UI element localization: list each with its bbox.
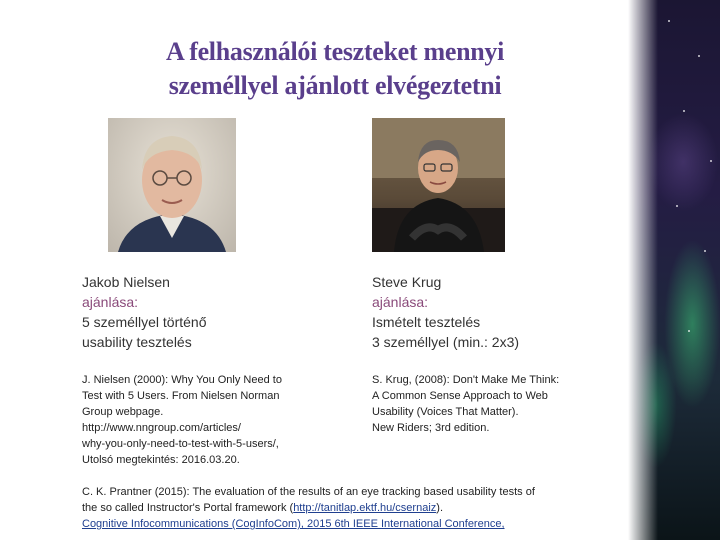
- star: [668, 20, 670, 22]
- reference-line: why-you-only-need-to-test-with-5-users/,: [82, 438, 279, 450]
- reference-line: http://www.nngroup.com/articles/: [82, 422, 241, 434]
- nielsen-reference: [82, 372, 352, 468]
- title-line-2: személlyel ajánlott elvégeztetni: [168, 71, 502, 100]
- krug-portrait-drawing: [372, 118, 505, 252]
- aurora-background-image: [628, 0, 720, 540]
- reference-line: New Riders; 3rd edition.: [372, 422, 490, 434]
- krug-recommendation-line-2: 3 személlyel (min.: 2x3): [372, 334, 520, 350]
- title-line-1: A felhasználói teszteket mennyi: [165, 37, 505, 66]
- aurora-fade: [628, 0, 658, 540]
- nielsen-recommendation-label: ajánlása:: [82, 294, 139, 310]
- bottom-reference-prefix: the so called Instructor's Portal framework (: [82, 502, 294, 514]
- krug-name: Steve Krug: [372, 274, 442, 290]
- krug-recommendation-line-1: Ismételt tesztelés: [372, 314, 481, 330]
- bottom-reference-suffix: ).: [436, 502, 444, 514]
- bottom-reference-line-1: C. K. Prantner (2015): The evaluation of the results of an eye tracking based usability tests of: [82, 486, 535, 498]
- reference-line: S. Krug, (2008): Don't Make Me Think:: [372, 374, 560, 386]
- reference-line: Usability (Voices That Matter).: [372, 406, 519, 418]
- jakob-nielsen-photo: [108, 118, 236, 252]
- bottom-reference: [82, 484, 622, 532]
- coginfocom-conference-link[interactable]: Cognitive Infocommunications (CogInfoCom), 2015 6th IEEE International Conference,: [82, 518, 505, 530]
- star: [688, 330, 690, 332]
- krug-caption: [372, 272, 612, 352]
- star: [704, 250, 706, 252]
- star: [676, 205, 678, 207]
- tanitlap-link[interactable]: http://tanitlap.ektf.hu/csernaiz: [293, 502, 437, 514]
- star: [698, 55, 700, 57]
- reference-line: Utolsó megtekintés: 2016.03.20.: [82, 454, 240, 466]
- krug-reference: [372, 372, 612, 436]
- star: [683, 110, 685, 112]
- nielsen-recommendation-line-2: usability tesztelés: [82, 334, 192, 350]
- reference-line: Test with 5 Users. From Nielsen Norman: [82, 390, 280, 402]
- nielsen-recommendation-line-1: 5 személlyel történő: [82, 314, 207, 330]
- reference-line: A Common Sense Approach to Web: [372, 390, 548, 402]
- nielsen-portrait-drawing: [108, 118, 236, 252]
- slide-title: [60, 35, 610, 103]
- reference-line: J. Nielsen (2000): Why You Only Need to: [82, 374, 282, 386]
- reference-line: Group webpage.: [82, 406, 164, 418]
- star: [710, 160, 712, 162]
- nielsen-name: Jakob Nielsen: [82, 274, 170, 290]
- bottom-reference-line-2: [82, 500, 622, 516]
- nielsen-caption: [82, 272, 342, 352]
- krug-recommendation-label: ajánlása:: [372, 294, 429, 310]
- steve-krug-photo: [372, 118, 505, 252]
